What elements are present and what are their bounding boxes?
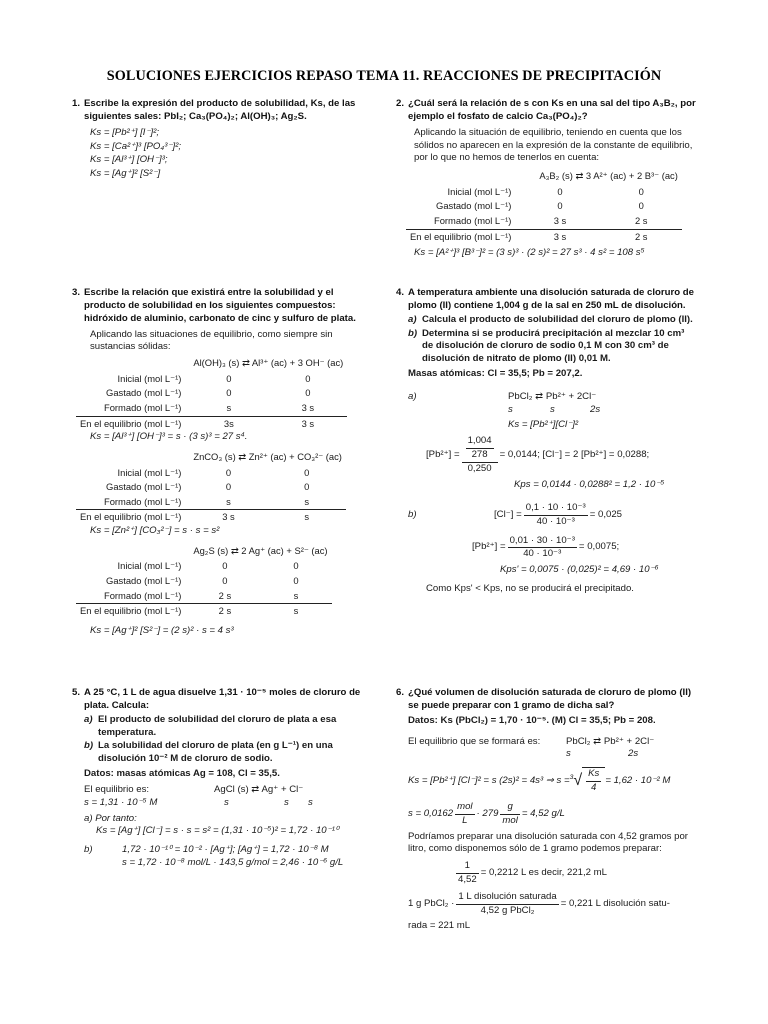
kps-prime-result: Kps' = 0,0075 · (0,025)² = 4,69 · 10⁻⁶ (500, 564, 659, 576)
fraction: $\frac{\text{0,1 · 10 · 10⁻³}}{\text{40 · 10⁻³}}$ (525, 501, 586, 527)
exercise-2-text: Aplicando la situación de equilibrio, teniendo en cuenta que los sólidos no aparecen en la expresión de la constante de equilibrio, por lo que no hemos de tenerlos en cuenta: (414, 126, 693, 164)
answer-line: Ks = [Pb²⁺] [I⁻]²; (90, 126, 160, 138)
exercise-5-question: 5. A 25 °C, 1 L de agua disuelve 1,31 · 10⁻⁵ moles de cloruro de plata. Calcula: (72, 687, 361, 711)
conversion-line: 1 g PbCl₂ · $\frac{\text{1 L disolución saturada}}{\text{4,52 g PbCl₂}}$ = 0,221 L disolución satu- (408, 890, 670, 916)
equilibrium-line: El equilibrio que se formará es: PbCl₂ ⇄ Pb²⁺ + 2Cl⁻ (408, 735, 655, 747)
page-title: SOLUCIONES EJERCICIOS REPASO TEMA 11. REACCIONES DE PRECIPITACIÓN (106, 68, 662, 84)
table-row: En el equilibrio (mol L⁻¹) 2 s s (76, 604, 332, 619)
equilibrium-table (76, 356, 347, 431)
exercise-4-data: Masas atómicas: Cl = 35,5; Pb = 207,2. (408, 368, 583, 380)
exercise-2-question: 2. ¿Cuál será la relación de s con Ks en una sal del tipo A₃B₂, por ejemplo el fosfato de calcio Ca₃(PO₄)₂? (396, 98, 696, 122)
exercise-3-question: 3. Escribe la relación que existirá entre la solubilidad y el producto de solubilidad en los siguientes compuestos: hidróxido de aluminio, carbonato de cinc y sulfuro de plata. (72, 287, 356, 324)
table-row: Formado (mol L⁻¹) 3 s 2 s (433, 215, 648, 226)
conversion-end: rada = 221 mL (408, 919, 471, 931)
exercise-1-question: 1. Escribe la expresión del producto de solubilidad, Ks, de las siguientes sales: PbI₂; Ca₃(PO₄)₂; Al(OH)₃; Ag₂S. (72, 98, 356, 122)
answer-line: Ks = [Ag⁺]² [S²⁻] (90, 168, 161, 180)
table-row: Inicial (mol L⁻¹) 0 0 (117, 466, 310, 478)
table-row: En el equilibrio (mol L⁻¹) 3 s s (76, 510, 346, 525)
exercise-6 (396, 687, 696, 933)
exercise-5-part-b: b) La solubilidad del cloruro de plata (en g L⁻¹) en una disolución 10⁻² M de cloruro de sodio. (84, 740, 333, 765)
part-a-label: a) Por tanto: (84, 812, 137, 824)
exercise-6-data: Datos: Ks (PbCl₂) = 1,70 · 10⁻⁵. (M) Cl = 35,5; Pb = 208. (408, 714, 656, 726)
equilibrium-table (406, 169, 682, 244)
exercise-5-part-a: a) El producto de solubilidad del cloruro de plata a esa temperatura. (84, 713, 337, 738)
table-result: Ks = [Al³⁺] [OH⁻]³ = s · (3 s)³ = 27 s⁴. (90, 431, 248, 443)
fraction: $\frac{g}{\text{mol}}$ (502, 800, 518, 826)
part-a-result: Ks = [Ag⁺] [Cl⁻] = s · s = s² = (1,31 · 10⁻⁵)² = 1,72 · 10⁻¹⁰ (96, 825, 339, 837)
table-row: Inicial (mol L⁻¹) 0 0 (117, 560, 299, 572)
table-row: Inicial (mol L⁻¹) 0 0 (117, 372, 311, 384)
equilibrium-line: El equilibrio es: AgCl (s) ⇄ Ag⁺ + Cl⁻ (84, 783, 304, 795)
exercise-4-question: 4. A temperatura ambiente una disolución saturada de cloruro de plomo (II) contiene 1,004 g de la sal en 250 mL de disolución. (396, 287, 694, 311)
equilibrium-table (76, 450, 346, 525)
exercise-4-part-b: b) Determina si se producirá precipitación al mezclar 10 cm³ de disolución de cloruro de sodio 0,1 M con 30 cm³ de disolución de nitrato de plomo (II) 0,01 M. (408, 327, 685, 365)
pb-concentration: [Pb²⁺] = $\frac{\frac{1,004}{278}}{0,250}$ = 0,0144; [Cl⁻] = 2 [Pb²⁺] = 0,0288; (426, 435, 650, 475)
ks-expression: Ks = [Pb²⁺][Cl⁻]² (508, 418, 579, 430)
reaction: Ag₂S (s) ⇄ 2 Ag⁺ (ac) + S²⁻ (ac) (193, 544, 328, 556)
solution-a-reaction: a) PbCl₂ ⇄ Pb²⁺ + 2Cl⁻ (408, 390, 597, 402)
table-row: Gastado (mol L⁻¹) 0 0 (106, 387, 311, 399)
fraction: $\frac{\text{mol}}{L}$ (457, 800, 473, 826)
table-row: Gastado (mol L⁻¹) 0 0 (106, 575, 299, 587)
answer-line: Ks = [Ca²⁺]³ [PO₄³⁻]²; (90, 140, 182, 152)
fraction: $\frac{1}{4,52}$ (458, 860, 477, 886)
kps-result: Kps = 0,0144 · 0,0288² = 1,2 · 10⁻⁵ (514, 478, 665, 490)
table-result: Ks = [Ag⁺]² [S²⁻] = (2 s)² · s = 4 s³ (90, 624, 234, 636)
answer-line: Ks = [Al³⁺] [OH⁻]³; (90, 154, 168, 166)
table-row: Formado (mol L⁻¹) 2 s s (103, 589, 299, 601)
fraction: $\frac{\frac{1,004}{278}}{0,250}$ (462, 435, 498, 476)
solubility-line: s = 0,0162 $\frac{\text{mol}}{L}$ · 279 $\frac{g}{\text{mol}}$ = 4,52 g/L (408, 800, 565, 826)
solution-a-species: s s 2s (508, 403, 601, 415)
species-line: s 2s (566, 748, 639, 760)
reaction: A₃B₂ (s) ⇄ 3 A²⁺ (ac) + 2 B³⁻ (ac) (539, 170, 678, 182)
ks-solve-line: Ks = [Pb²⁺] [Cl⁻]² = s (2s)² = 4s³ ⇒ s = $^3$√ $\frac{Ks}{4}$ = 1,62 · 10⁻² M (408, 768, 671, 794)
exercise-3-text: Aplicando las situaciones de equilibrio, como siempre sin sustancias sólidas: (90, 328, 333, 353)
exercise-3 (72, 287, 372, 638)
exercise-2 (396, 98, 696, 260)
exercise-2-result: Ks = [A²⁺]³ [B³⁻]² = (3 s)³ · (2 s)² = 27 s³ · 4 s² = 108 s⁵ (414, 247, 645, 259)
exercise-1 (72, 98, 372, 182)
table-row: Formado (mol L⁻¹) s 3 s (103, 402, 315, 413)
exercise-5 (72, 687, 372, 870)
exercise-6-text: Podríamos preparar una disolución saturada con 4,52 gramos por litro, como disponemos sólo de 1 gramo podemos preparar: (408, 830, 688, 855)
cube-root: $^3$√ $\frac{Ks}{4}$ (570, 767, 606, 795)
pb-concentration-b: [Pb²⁺] = $\frac{\text{0,01 · 30 · 10⁻³}}{\text{40 · 10⁻³}}$ = 0,0075; (472, 534, 620, 560)
table-row: Inicial (mol L⁻¹) 0 0 (447, 185, 644, 197)
table-row: En el equilibrio (mol L⁻¹) 3s 3 s (76, 416, 347, 431)
reaction: Al(OH)₃ (s) ⇄ Al³⁺ (ac) + 3 OH⁻ (ac) (193, 357, 344, 369)
reaction: ZnCO₃ (s) ⇄ Zn²⁺ (ac) + CO₃²⁻ (ac) (193, 451, 342, 463)
table-result: Ks = [Zn²⁺] [CO₃²⁻] = s · s = s² (90, 525, 220, 536)
exercise-1-answers (72, 127, 372, 181)
species-line: s = 1,31 · 10⁻⁵ M s s s (84, 796, 313, 808)
table-row: Formado (mol L⁻¹) s s (103, 495, 310, 507)
exercise-4 (396, 287, 696, 596)
cl-concentration: b) [Cl⁻] = $\frac{\text{0,1 · 10 · 10⁻³}}{\text{40 · 10⁻³}}$ = 0,025 (408, 501, 623, 527)
volume-line: $\frac{1}{4,52}$ = 0,2212 L es decir, 221,2 mL (458, 860, 608, 886)
part-b-line-2: s = 1,72 · 10⁻⁸ mol/L · 143,5 g/mol = 2,46 · 10⁻⁶ g/L (122, 857, 344, 869)
table-row: Gastado (mol L⁻¹) 0 0 (106, 481, 310, 493)
exercise-5-data: Datos: masas atómicas Ag = 108, Cl = 35,5. (84, 768, 280, 780)
table-row: En el equilibrio (mol L⁻¹) 3 s 2 s (406, 229, 682, 244)
fraction: $\frac{\text{1 L disolución saturada}}{\text{4,52 g PbCl₂}}$ (458, 890, 557, 916)
table-row: Gastado (mol L⁻¹) 0 0 (436, 200, 644, 212)
part-b-line-1: b) 1,72 · 10⁻¹⁰ = 10⁻² · [Ag⁺]; [Ag⁺] = 1,72 · 10⁻⁸ M (84, 844, 329, 856)
exercise-4-part-a: a) Calcula el producto de solubilidad del cloruro de plomo (II). (408, 313, 693, 325)
conclusion: Como Kps' < Kps, no se producirá el precipitado. (426, 583, 634, 595)
equilibrium-table (76, 544, 332, 619)
fraction: $\frac{\text{0,01 · 30 · 10⁻³}}{\text{40 · 10⁻³}}$ (509, 534, 575, 560)
exercise-6-question: 6. ¿Qué volumen de disolución saturada de cloruro de plomo (II) se puede preparar con 1 gramo de dicha sal? (396, 687, 692, 711)
